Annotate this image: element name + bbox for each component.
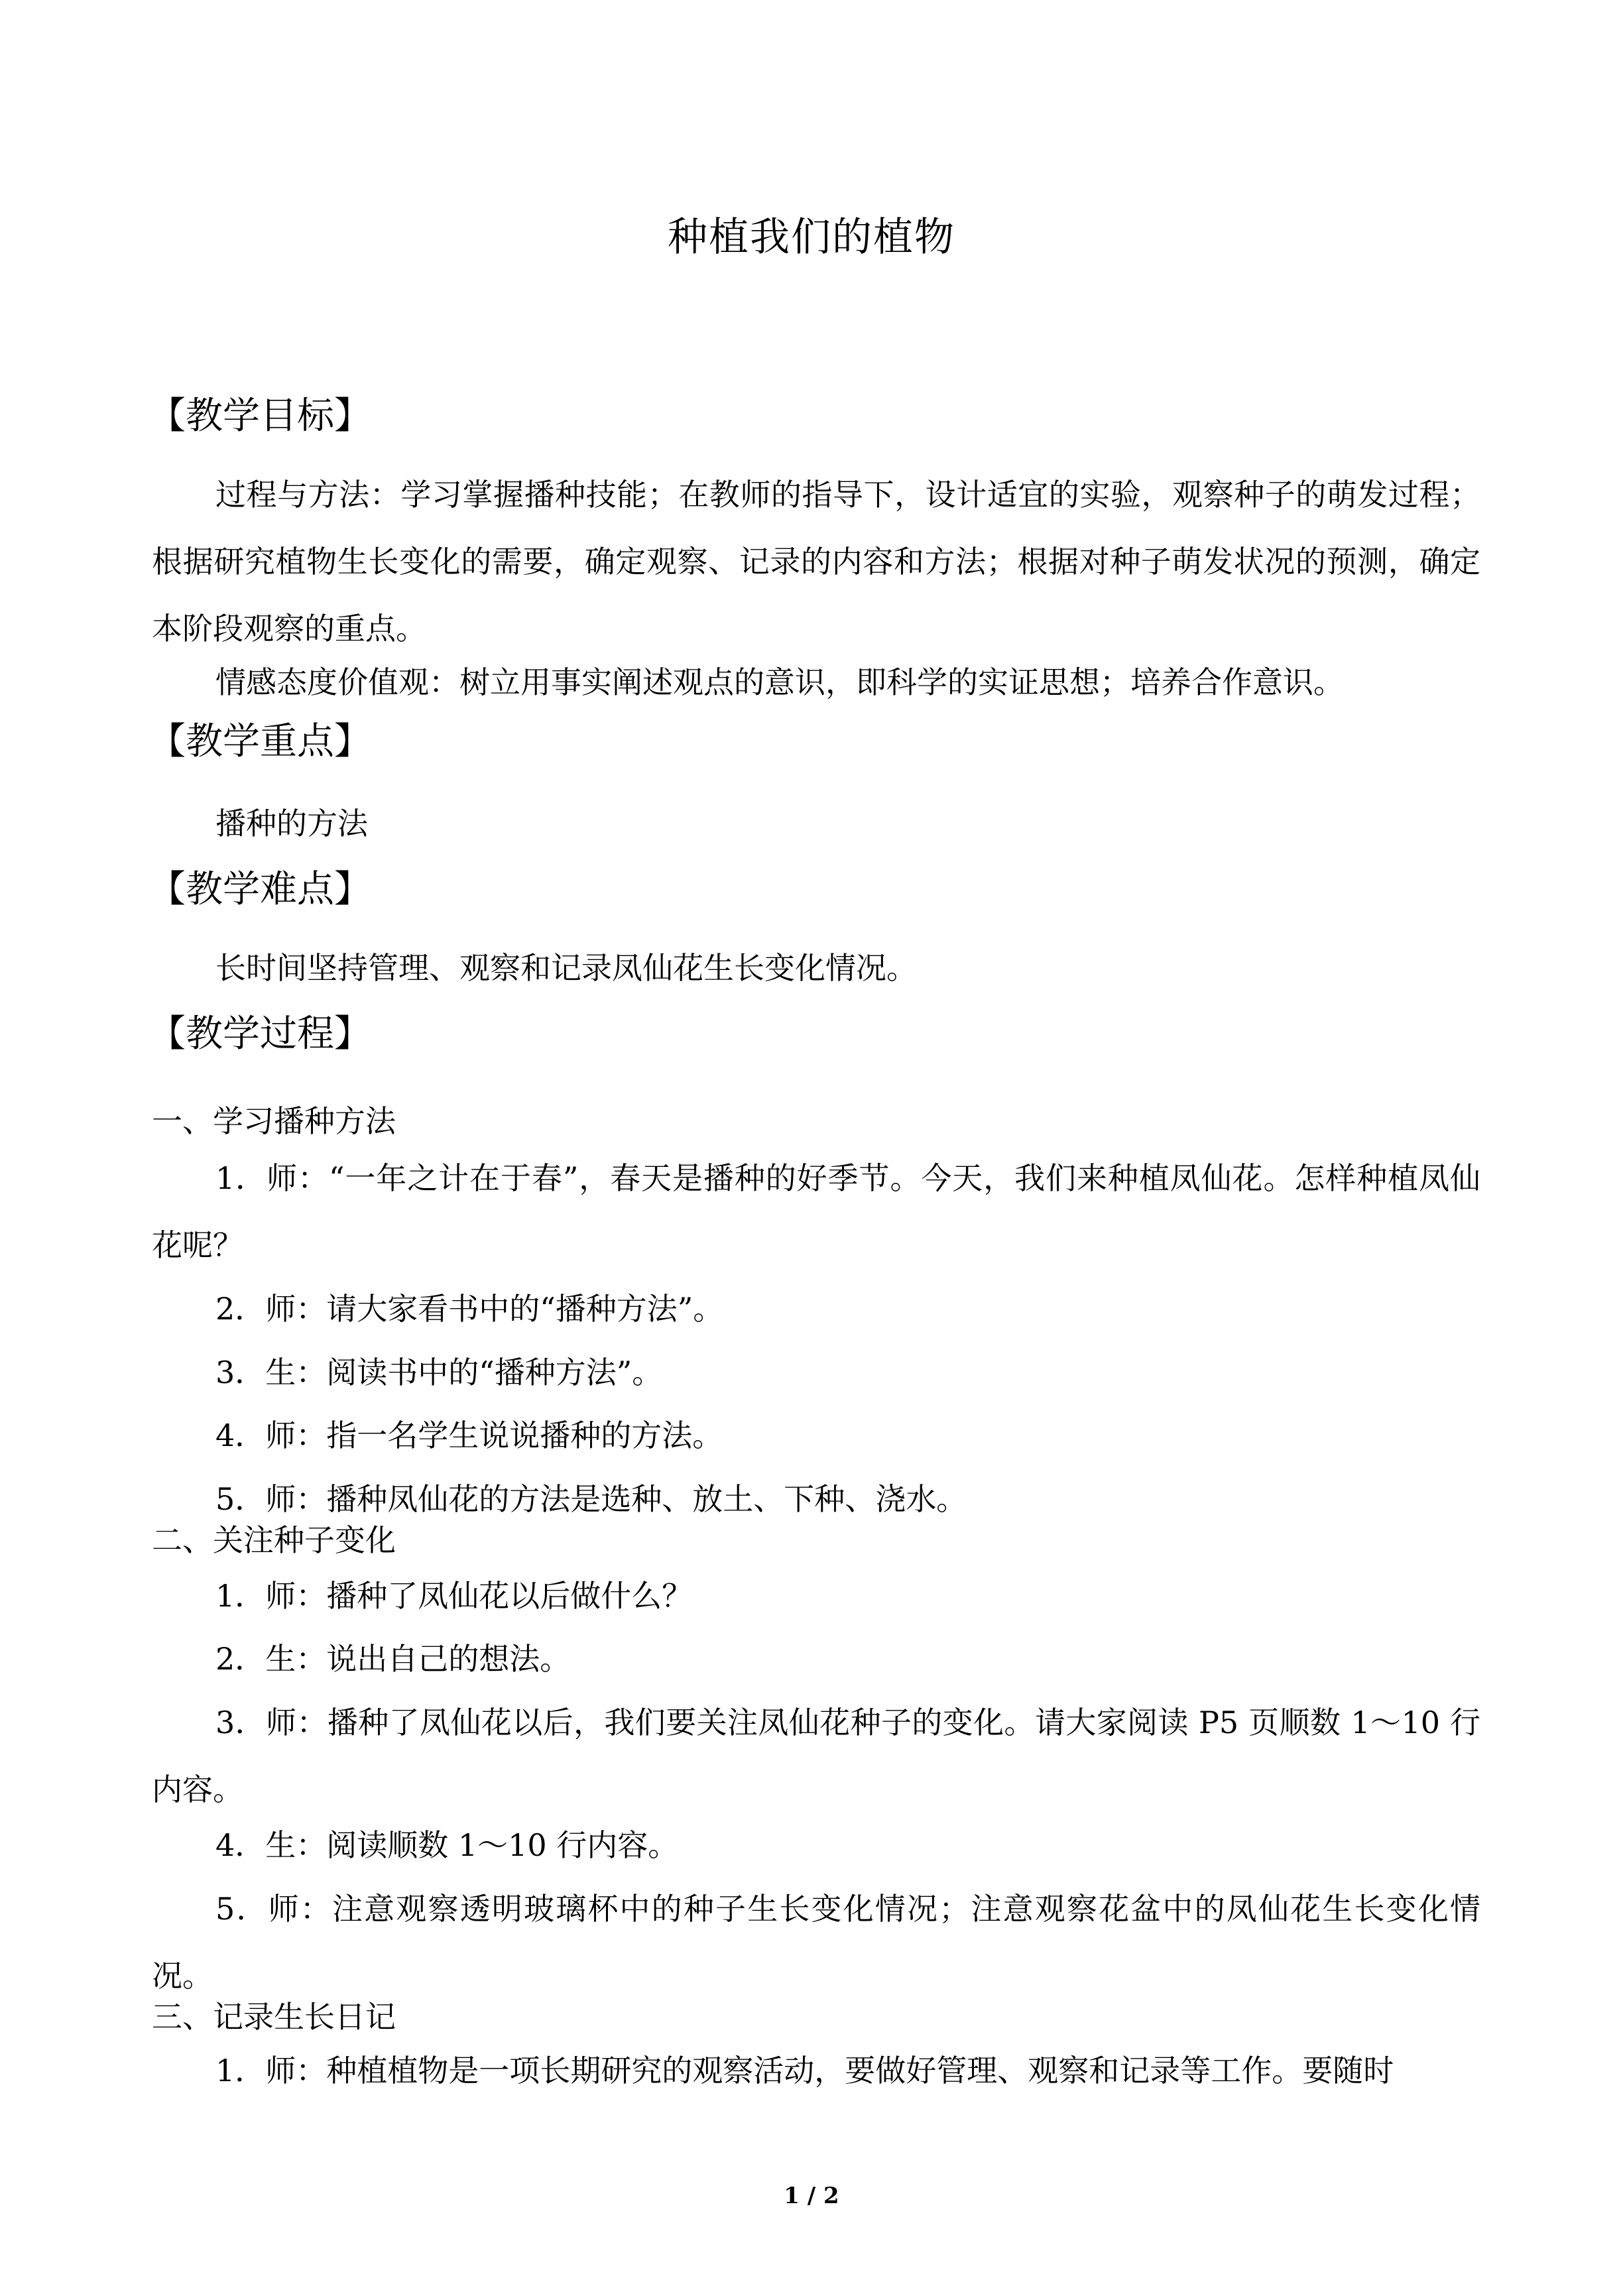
key-points-paragraph: 播种的方法 xyxy=(215,806,368,841)
section-heading-key-points: 【教学重点】 xyxy=(149,720,371,763)
document-title: 种植我们的植物 xyxy=(668,214,955,261)
list-item: 3．师：播种了凤仙花以后，我们要关注凤仙花种子的变化。请大家阅读 P5 页顺数 1～10 行内容。 xyxy=(152,1705,1480,1807)
list-item: 1．师：种植植物是一项长期研究的观察活动，要做好管理、观察和记录等工作。要随时 xyxy=(215,2053,1394,2088)
list-item: 1．师：“一年之计在于春”，春天是播种的好季节。今天，我们来种植凤仙花。怎样种植凤仙花呢？ xyxy=(152,1160,1480,1263)
list-item: 4．师：指一名学生说说播种的方法。 xyxy=(215,1418,723,1453)
objectives-paragraph-process: 过程与方法：学习掌握播种技能；在教师的指导下，设计适宜的实验，观察种子的萌发过程；根据研究植物生长变化的需要，确定观察、记录的内容和方法；根据对种子萌发状况的预测，确定本阶段观察的重点。 xyxy=(152,477,1480,646)
part3-heading: 三、记录生长日记 xyxy=(152,1999,396,2035)
section-heading-objectives: 【教学目标】 xyxy=(149,394,371,438)
difficulties-paragraph: 长时间坚持管理、观察和记录凤仙花生长变化情况。 xyxy=(215,950,917,986)
list-item: 4．生：阅读顺数 1～10 行内容。 xyxy=(215,1827,679,1863)
part2-heading: 二、关注种子变化 xyxy=(152,1522,396,1558)
list-item: 2．生：说出自己的想法。 xyxy=(215,1641,571,1677)
section-heading-process: 【教学过程】 xyxy=(149,1012,371,1056)
list-item: 2．师：请大家看书中的“播种方法”。 xyxy=(215,1291,724,1327)
objectives-paragraph-values: 情感态度价值观：树立用事实阐述观点的意识，即科学的实证思想；培养合作意识。 xyxy=(215,664,1344,700)
list-item: 1．师：播种了凤仙花以后做什么？ xyxy=(215,1578,693,1614)
part1-heading: 一、学习播种方法 xyxy=(152,1103,396,1139)
list-item: 3．生：阅读书中的“播种方法”。 xyxy=(215,1355,663,1390)
section-heading-difficulties: 【教学难点】 xyxy=(149,868,371,911)
page-number: 1 / 2 xyxy=(784,2183,839,2209)
list-item: 5．师：播种凤仙花的方法是选种、放土、下种、浇水。 xyxy=(215,1481,967,1517)
list-item: 5．师：注意观察透明玻璃杯中的种子生长变化情况；注意观察花盆中的凤仙花生长变化情况。 xyxy=(152,1891,1480,1994)
